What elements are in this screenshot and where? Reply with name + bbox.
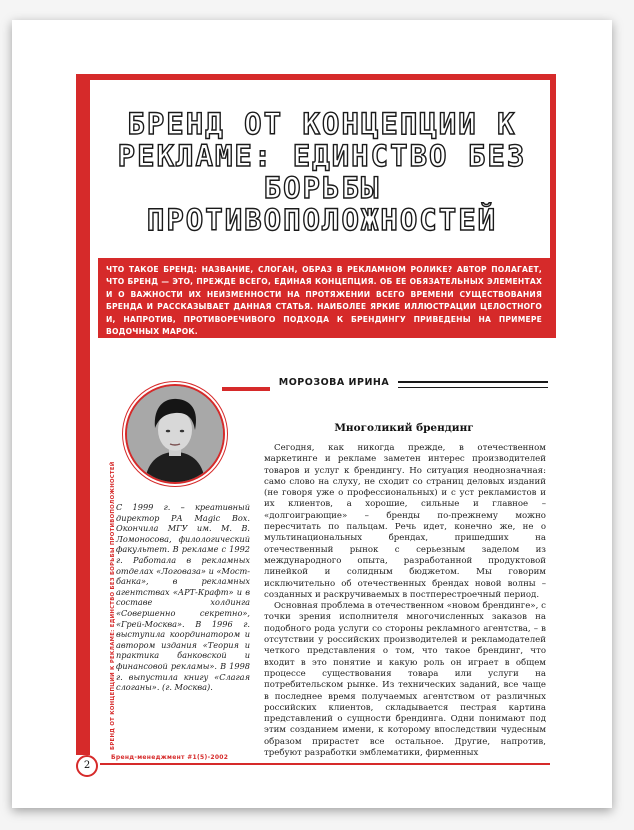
red-frame-right: [550, 74, 556, 338]
footer-issue-label: Бренд-менеджмент #1(5)-2002: [108, 754, 231, 761]
article-body: [264, 443, 546, 759]
author-line-right: [398, 381, 548, 383]
body-paragraph: Сегодня, как никогда прежде, в отечественном маркетинге и рекламе заметен интерес производителей товаров и услуг к брендингу. Но ситуация неоднозначная: само слово на слуху, не сходит со страниц деловых изданий (не говоря уже о профессиональных) и с уст рекламистов и их клиентов, а хорошие, сильные и главное – «долгоиграющие» – бренды по-прежнему можно пересчитать по пальцам. Речь идет, конечно же, не о мультинациональных брендах, пришедших на отечественный рынок с серьезным заделом из международного опыта, разработанной продуктовой линейкой и солидным бюджетом. Мы говорим исключительно об отечественных брендах новой волны – созданных и раскручиваемых в постперестроечный период.: [264, 443, 546, 600]
portrait-image: [127, 386, 223, 482]
side-running-title: БРЕНД ОТ КОНЦЕПЦИИ К РЕКЛАМЕ: ЕДИНСТВО БЕЗ БОРЬБЫ ПРОТИВОПОЛОЖНОСТЕЙ: [110, 461, 116, 750]
author-bio: [116, 502, 250, 693]
author-name: МОРОЗОВА ИРИНА: [278, 377, 390, 388]
author-bio-text: С 1999 г. – креативный директор РА Magic Box. Окончила МГУ им. М. В. Ломоносова, филологический факультет. В рекламе с 1992 г. Работала в рекламных отделах «Логоваза» и «Мост-банка», в рекламных агентствах «АРТ-Крафт» и в составе холдинга «Совершенно секретно», «Грей-Москва». В 1996 г. выступила координатором и автором издания «Теория и практика банковской и финансовой рекламы». В 1998 г. выпустила книгу «Слагая слоганы». (г. Москва).: [116, 502, 250, 693]
author-portrait: [125, 384, 225, 484]
magazine-page: [12, 20, 612, 808]
section-heading: Многоликий брендинг: [334, 422, 474, 434]
red-frame-top: [76, 74, 556, 80]
author-line-right-thin: [398, 387, 548, 388]
article-lead: ЧТО ТАКОЕ БРЕНД: НАЗВАНИЕ, СЛОГАН, ОБРАЗ В РЕКЛАМНОМ РОЛИКЕ? АВТОР ПОЛАГАЕТ, ЧТО БРЕНД — ЭТО, ПРЕЖДЕ ВСЕГО, ЕДИНАЯ КОНЦЕПЦИЯ. ОБ ЕЕ ОБЯЗАТЕЛЬНЫХ ЭЛЕМЕНТАХ И О ВАЖНОСТИ ИХ НЕИЗМЕННОСТИ НА ПРОТЯЖЕНИИ ВСЕГО ВРЕМЕНИ СУЩЕСТВОВАНИЯ БРЕНДА И РАССКАЗЫВАЕТ ДАННАЯ СТАТЬЯ. НАИБОЛЕЕ ЯРКИЕ ИЛЛЮСТРАЦИИ ЦЕЛОСТНОГО И, НАПРОТИВ, ПРОТИВОРЕЧИВОГО ПОДХОДА К БРЕНДИНГУ ПРИВЕДЕНЫ НА ПРИМЕРЕ ВОДОЧНЫХ МАРОК.: [98, 258, 550, 338]
author-line-left: [222, 387, 270, 391]
footer-rule: [100, 763, 550, 765]
body-paragraph: Основная проблема в отечественном «новом брендинге», с точки зрения исполнителя многочисленных заказов на подобного рода услуги со стороны рекламного агентства, – в отсутствии у российских производителей и рекламодателей четкого представления о том, что такое брендинг, что входит в это понятие и какую роль он играет в общем процессе существования товара или услуги на потребительском рынке. Из технических заданий, все чаще в последнее время получаемых агентством от различных российских клиентов, складывается пестрая картина представлений о сущности брендинга. Одни понимают под этим созданием имени, к которому впоследствии чудесным образом прирастет все остальное. Другие, напротив, требуют разработки эмблематики, фирменных: [264, 601, 546, 759]
page-number: 2: [76, 755, 98, 777]
article-title: БРЕНД ОТ КОНЦЕПЦИИ К РЕКЛАМЕ: ЕДИНСТВО БЕЗ БОРЬБЫ ПРОТИВОПОЛОЖНОСТЕЙ: [117, 107, 527, 237]
red-frame-left: [76, 74, 90, 755]
